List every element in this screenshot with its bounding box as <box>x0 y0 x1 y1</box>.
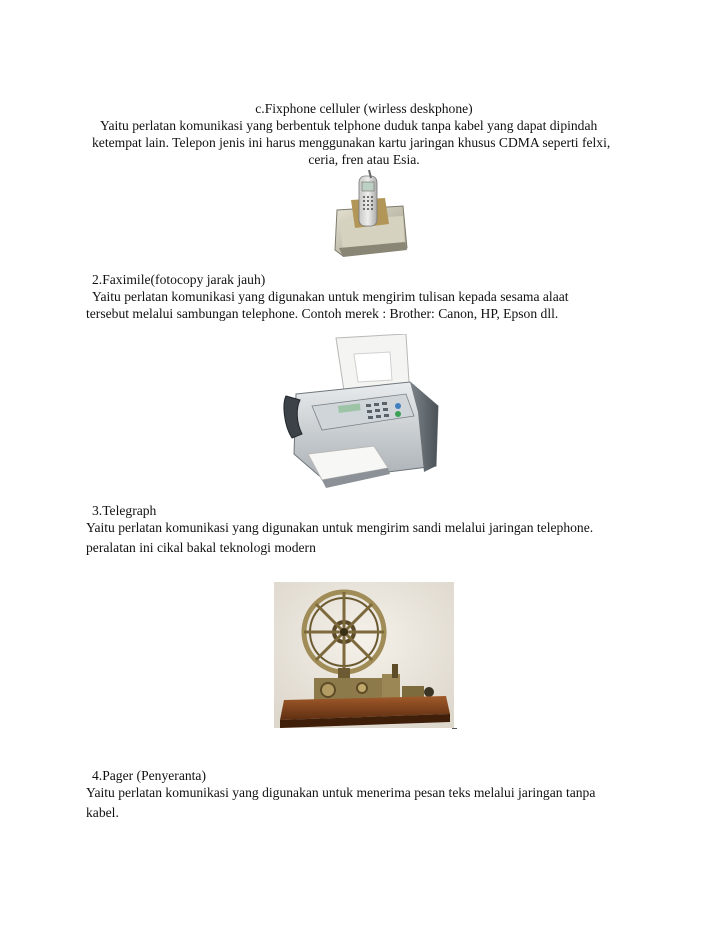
deskphone-image <box>333 170 409 258</box>
section-3-text-line1: Yaitu perlatan komunikasi yang digunakan untuk mengirim sandi melalui jaringan telephone. <box>86 520 594 535</box>
section-c-text-line1: Yaitu perlatan komunikasi yang berbentuk telphone duduk tanpa kabel yang dapat dipindah <box>100 118 598 133</box>
section-4-text-line1: Yaitu perlatan komunikasi yang digunakan untuk menerima pesan teks melalui jaringan tanpa <box>86 785 596 800</box>
section-c-text-line2: ketempat lain. Telepon jenis ini harus menggunakan kartu jaringan khusus CDMA seperti felxi, <box>92 135 611 150</box>
section-c-heading: c.Fixphone celluler (wirless deskphone) <box>255 101 473 116</box>
section-2-text-line2: tersebut melalui sambungan telephone. Contoh merek : Brother: Canon, HP, Epson dll. <box>86 306 559 321</box>
section-2-text-line1: Yaitu perlatan komunikasi yang digunakan untuk mengirim tulisan kepada sesama alaat <box>92 289 569 304</box>
section-3-text-line2: peralatan ini cikal bakal teknologi modern <box>86 540 316 555</box>
telegraph-machine-image <box>274 582 454 728</box>
section-4-text-line2: kabel. <box>86 805 119 820</box>
section-3-heading: 3.Telegraph <box>92 503 157 518</box>
fax-machine-image <box>278 334 450 492</box>
section-4-heading: 4.Pager (Penyeranta) <box>92 768 206 783</box>
section-c-text-line3: ceria, fren atau Esia. <box>308 152 420 167</box>
image-caption-dash <box>452 728 457 729</box>
section-2-heading: 2.Faximile(fotocopy jarak jauh) <box>92 272 266 287</box>
